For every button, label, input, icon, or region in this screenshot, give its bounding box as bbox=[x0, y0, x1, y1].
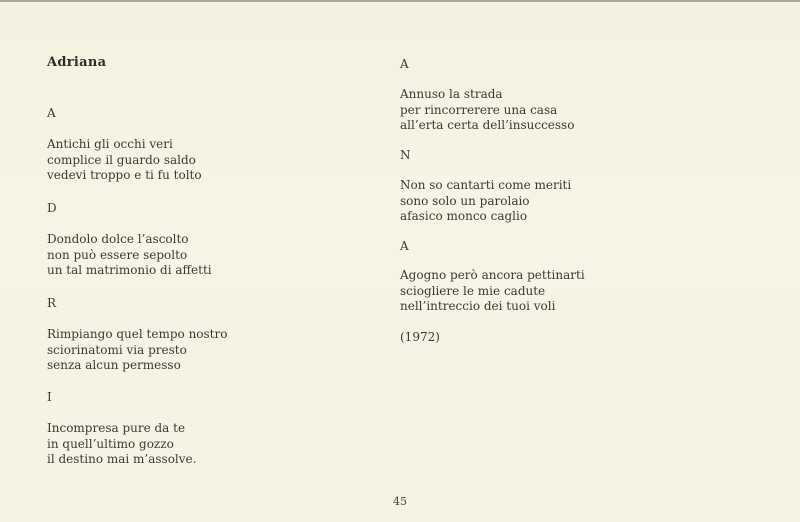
stanza-line: nell’intreccio dei tuoi voli bbox=[400, 299, 556, 313]
stanza-line: Rimpiango quel tempo nostro bbox=[47, 327, 228, 341]
stanza bbox=[400, 268, 585, 315]
stanza-line: in quell’ultimo gozzo bbox=[47, 436, 174, 451]
stanza-line: un tal matrimonio di affetti bbox=[47, 263, 212, 277]
stanza-line: senza alcun permesso bbox=[47, 358, 181, 372]
acrostic-letter: R bbox=[47, 296, 57, 310]
stanza bbox=[47, 232, 212, 279]
stanza-line: sciorinatomi via presto bbox=[47, 342, 187, 357]
stanza-line: il destino mai m’assolve. bbox=[47, 452, 197, 466]
acrostic-letter: A bbox=[47, 106, 56, 120]
stanza bbox=[47, 327, 227, 374]
stanza-line: Agogno però ancora pettinarti bbox=[400, 268, 585, 282]
stanza-line: complice il guardo saldo bbox=[47, 152, 196, 167]
stanza-line: per rincorrerere una casa bbox=[400, 102, 558, 117]
stanza-line: Annuso la strada bbox=[400, 87, 503, 101]
stanza-line: sono solo un parolaio bbox=[400, 193, 530, 208]
stanza-line: Incompresa pure da te bbox=[47, 421, 186, 435]
stanza bbox=[47, 421, 196, 468]
stanza-line: Dondolo dolce l’ascolto bbox=[47, 232, 189, 246]
poem-date: (1972) bbox=[400, 330, 440, 344]
acrostic-letter: A bbox=[400, 239, 409, 253]
stanza-line: all’erta certa dell’insuccesso bbox=[400, 118, 575, 132]
stanza bbox=[400, 87, 574, 134]
stanza bbox=[47, 137, 202, 184]
acrostic-letter: A bbox=[400, 57, 409, 71]
stanza-line: Non so cantarti come meriti bbox=[400, 178, 572, 192]
page-number: 45 bbox=[393, 495, 407, 508]
page-top-edge bbox=[0, 0, 800, 2]
stanza bbox=[400, 178, 571, 225]
acrostic-letter: N bbox=[400, 148, 411, 162]
acrostic-letter: D bbox=[47, 201, 57, 215]
stanza-line: non può essere sepolto bbox=[47, 247, 188, 262]
stanza-line: afasico monco caglio bbox=[400, 209, 528, 223]
stanza-line: Antichi gli occhi veri bbox=[47, 137, 173, 151]
stanza-line: sciogliere le mie cadute bbox=[400, 283, 546, 298]
poem-title: Adriana bbox=[47, 55, 107, 70]
stanza-line: vedevi troppo e ti fu tolto bbox=[47, 168, 202, 182]
acrostic-letter: I bbox=[47, 390, 52, 404]
